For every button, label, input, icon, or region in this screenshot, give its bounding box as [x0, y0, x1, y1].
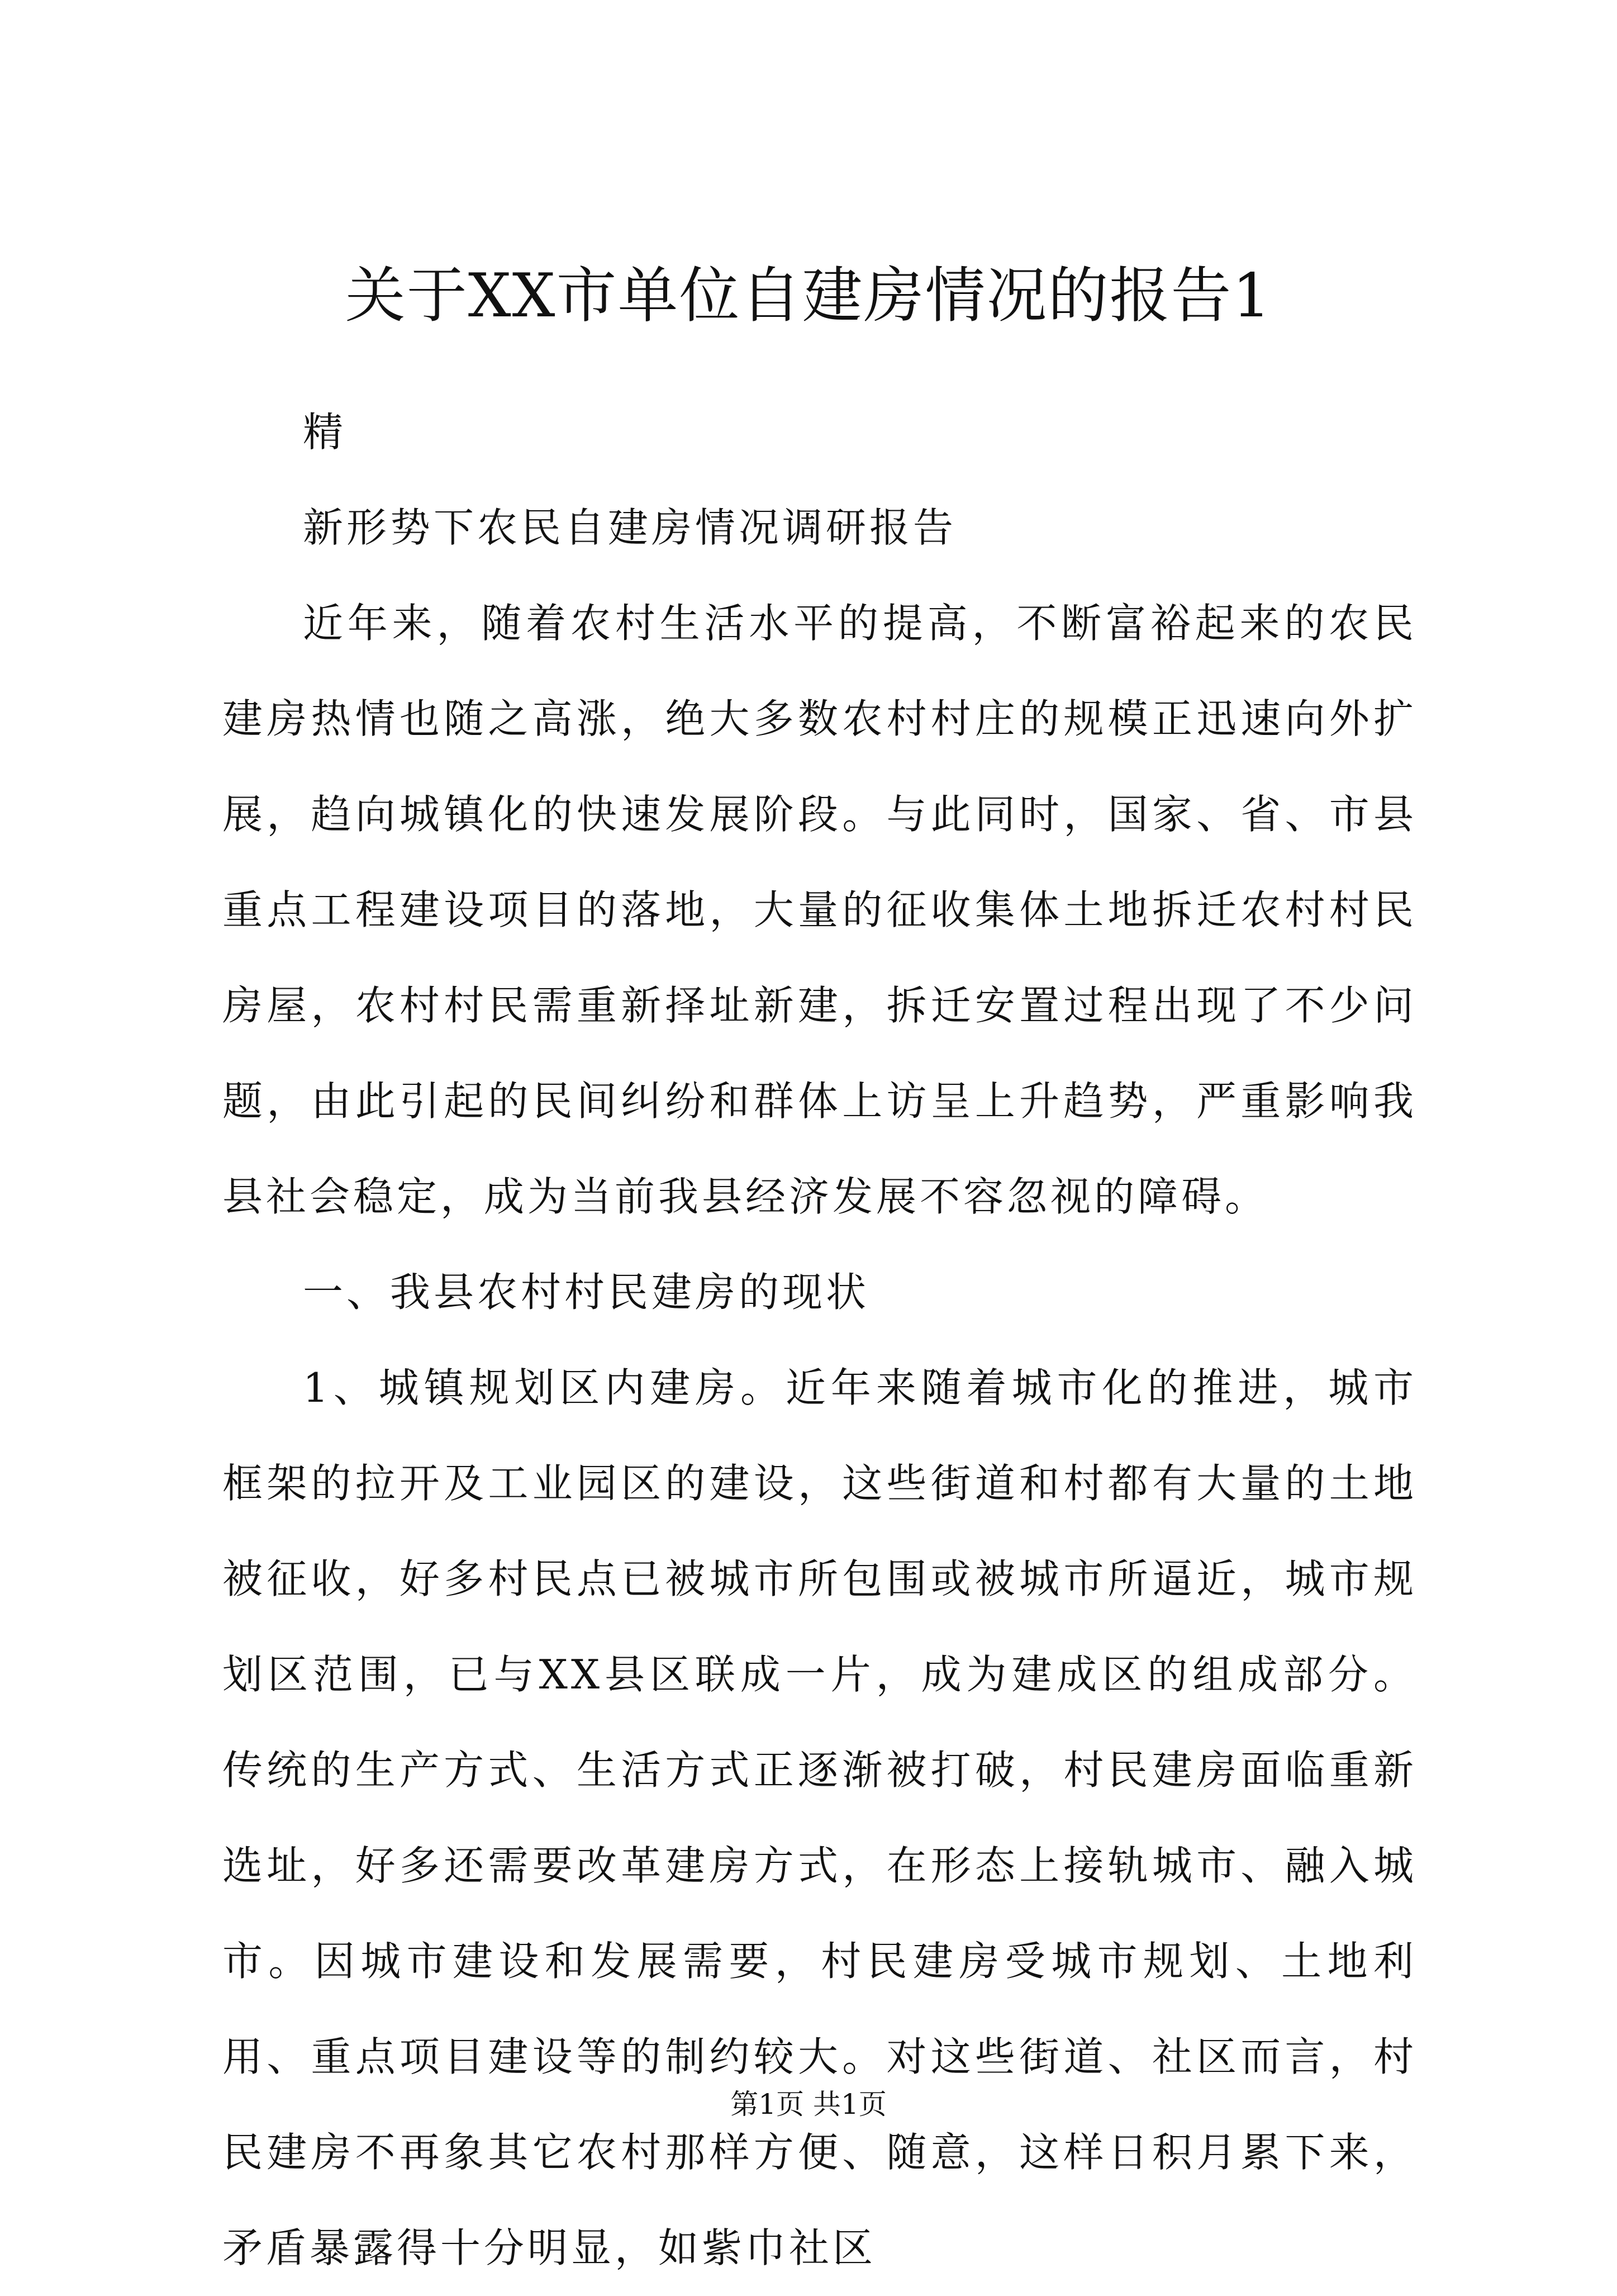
document-body	[222, 385, 1417, 2296]
paragraph-intro: 近年来，随着农村生活水平的提高，不断富裕起来的农民建房热情也随之高涨，绝大多数农村村庄的规模正迅速向外扩展，趋向城镇化的快速发展阶段。与此同时，国家、省、市县重点工程建设项目的落地，大量的征收集体土地拆迁农村村民房屋，农村村民需重新择址新建，拆迁安置过程出现了不少问题，由此引起的民间纠纷和群体上访呈上升趋势，严重影响我县社会稳定，成为当前我县经济发展不容忽视的障碍。	[222, 600, 1417, 1220]
page-footer: 第1页 共1页	[730, 2088, 887, 2121]
document-title: 关于XX市单位自建房情况的报告1	[345, 261, 1272, 331]
section-heading: 一、我县农村村民建房的现状	[303, 1269, 870, 1316]
paragraph-fragment: 精	[303, 409, 347, 456]
paragraph-section-1: 1、城镇规划区内建房。近年来随着城市化的推进，城市框架的拉开及工业园区的建设，这些街道和村都有大量的土地被征收，好多村民点已被城市所包围或被城市所逼近，城市规划区范围，已与XX县区联成一片，成为建成区的组成部分。传统的生产方式、生活方式正逐渐被打破，村民建房面临重新选址，好多还需要改革建房方式，在形态上接轨城市、融入城市。因城市建设和发展需要，村民建房受城市规划、土地利用、重点项目建设等的制约较大。对这些街道、社区而言，村民建房不再象其它农村那样方便、随意，这样日积月累下来，矛盾暴露得十分明显，如紫巾社区	[222, 1364, 1417, 2271]
paragraph-subtitle: 新形势下农民自建房情况调研报告	[303, 504, 957, 551]
